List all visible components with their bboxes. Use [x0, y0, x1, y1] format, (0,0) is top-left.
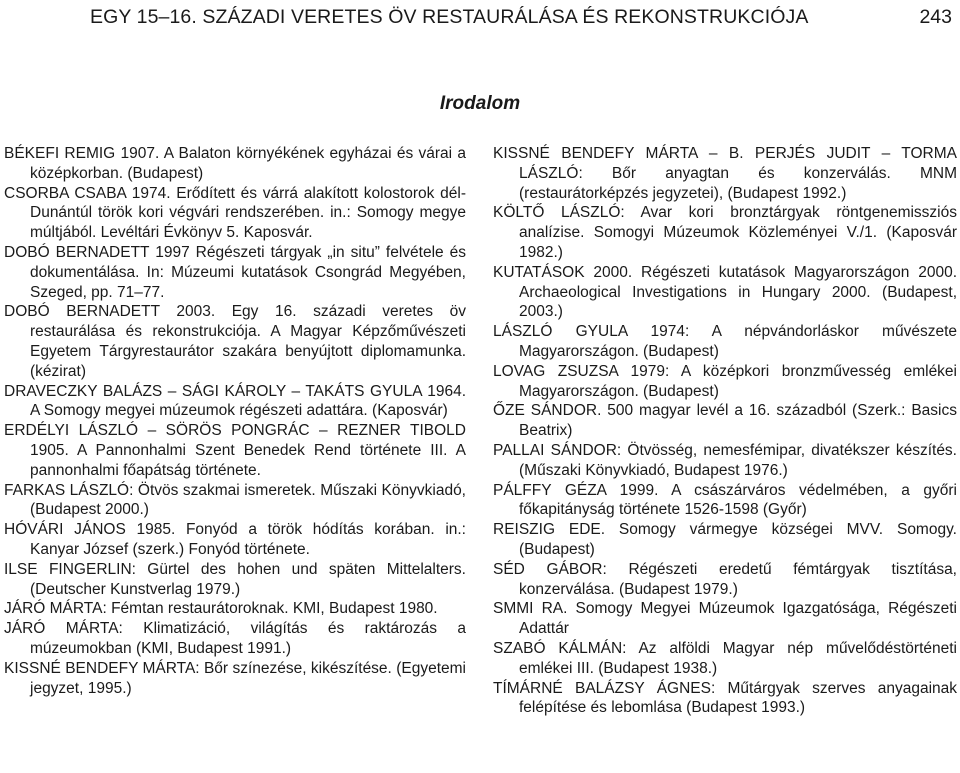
page-number: 243	[919, 6, 952, 28]
reference-entry: KISSNÉ BENDEFY MÁRTA – B. PERJÉS JUDIT – TORMA LÁSZLÓ: Bőr anyagtan és konzerválás. MNM (restaurátorképzés jegyzetei), (Budapest 1992.)	[493, 145, 957, 202]
reference-entry: DRAVECZKY BALÁZS – SÁGI KÁROLY – TAKÁTS GYULA 1964. A Somogy megyei múzeumok régészeti adattára. (Kaposvár)	[4, 382, 466, 420]
reference-entry: ERDÉLYI LÁSZLÓ – SÖRÖS PONGRÁC – REZNER TIBOLD 1905. A Pannonhalmi Szent Benedek Rend története III. A pannonhalmi főapátság története.	[4, 422, 466, 479]
reference-entry: JÁRÓ MÁRTA: Klimatizáció, világítás és raktározás a múzeumokban (KMI, Budapest 1991.)	[4, 620, 466, 657]
reference-entry: CSORBA CSABA 1974. Erődített és várrá alakított kolostorok dél-Dunántúl török kori végvári rendszerében. in.: Somogy megye múltjából. Levéltári Évkönyv 5. Kaposvár.	[4, 184, 466, 242]
reference-entry: PÁLFFY GÉZA 1999. A császárváros védelmében, a győri főkapitányság története 1526-1598 (Győr)	[493, 481, 957, 519]
reference-entry: HÓVÁRI JÁNOS 1985. Fonyód a török hódítás korában. in.: Kanyar József (szerk.) Fonyód története.	[4, 521, 466, 558]
reference-entry: DOBÓ BERNADETT 2003. Egy 16. századi veretes öv restaurálása és rekonstrukciója. A Magyar Képzőművészeti Egyetem Tárgyrestaurátor szakára benyújtott diplomamunka. (kézirat)	[4, 303, 466, 380]
reference-entry: ŐZE SÁNDOR. 500 magyar levél a 16. századból (Szerk.: Basics Beatrix)	[493, 402, 957, 440]
section-title: Irodalom	[439, 93, 521, 114]
reference-entry: KISSNÉ BENDEFY MÁRTA: Bőr színezése, kikészítése. (Egyetemi jegyzet, 1995.)	[4, 659, 466, 697]
reference-entry: SÉD GÁBOR: Régészeti eredetű fémtárgyak tisztítása, konzerválása. (Budapest 1979.)	[493, 560, 957, 598]
reference-entry: LÁSZLÓ GYULA 1974: A népvándorláskor művészete Magyarországon. (Budapest)	[493, 323, 957, 360]
reference-entry: JÁRÓ MÁRTA: Fémtan restaurátoroknak. KMI, Budapest 1980.	[4, 600, 438, 618]
reference-entry: BÉKEFI REMIG 1907. A Balaton környékének egyházai és várai a középkorban. (Budapest)	[4, 145, 466, 182]
reference-entry: SMMI RA. Somogy Megyei Múzeumok Igazgatósága, Régészeti Adattár	[493, 600, 957, 638]
reference-entry: SZABÓ KÁLMÁN: Az alföldi Magyar nép művelődéstörténeti emlékei III. (Budapest 1938.)	[493, 639, 957, 677]
reference-entry: TÍMÁRNÉ BALÁZSY ÁGNES: Műtárgyak szerves anyagainak felépítése és lebomlása (Budapest 1993.)	[493, 679, 957, 717]
reference-entry: DOBÓ BERNADETT 1997 Régészeti tárgyak „in situ” felvétele és dokumentálása. In: Múzeumi kutatások Csongrád Megyében, Szeged, pp. 71–77.	[4, 243, 466, 301]
reference-entry: FARKAS LÁSZLÓ: Ötvös szakmai ismeretek. Műszaki Könyvkiadó, (Budapest 2000.)	[4, 481, 466, 519]
reference-entry: KUTATÁSOK 2000. Régészeti kutatások Magyarországon 2000. Archaeological Investigations in Hungary 2000. (Budapest, 2003.)	[493, 263, 957, 321]
reference-entry: KÖLTŐ LÁSZLÓ: Avar kori bronztárgyak röntgenemissziós analízise. Somogyi Múzeumok Közleményei V./1. (Kaposvár 1982.)	[493, 204, 957, 261]
running-head: EGY 15–16. SZÁZADI VERETES ÖV RESTAURÁLÁSA ÉS REKONSTRUKCIÓJA	[90, 6, 809, 28]
references-left-column	[4, 144, 466, 698]
reference-entry: ILSE FINGERLIN: Gürtel des hohen und späten Mittelalters. (Deutscher Kunstverlag 1979.)	[4, 560, 466, 598]
reference-entry: LOVAG ZSUZSA 1979: A középkori bronzművesség emlékei Magyarországon. (Budapest)	[493, 362, 957, 400]
references-right-column	[493, 144, 957, 718]
reference-entry: REISZIG EDE. Somogy vármegye községei MVV. Somogy. (Budapest)	[493, 521, 957, 558]
reference-entry: PALLAI SÁNDOR: Ötvösség, nemesfémipar, divatékszer készítés. (Műszaki Könyvkiadó, Budapest 1976.)	[493, 441, 957, 479]
